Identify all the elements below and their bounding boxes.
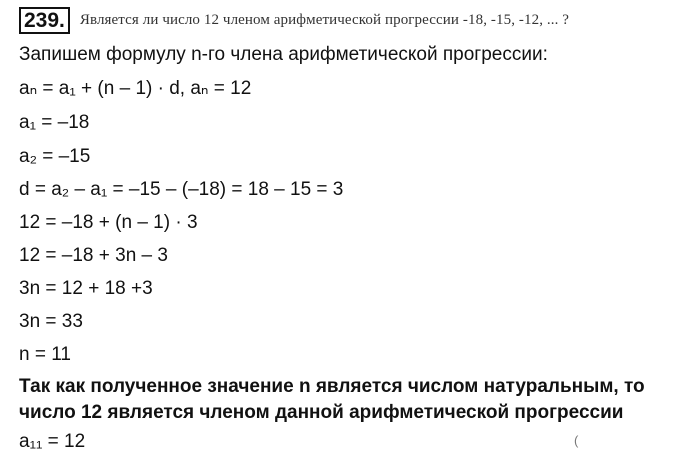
conclusion-text: Так как полученное значение n является числом натуральным, то число 12 является членом данной арифметической прогрессии — [19, 376, 645, 423]
problem-header — [19, 6, 569, 34]
equation-line-4: 3n = 33 — [19, 311, 83, 332]
solution-intro: Запишем формулу n-го члена арифметической прогрессии: — [19, 44, 548, 65]
difference-line: d = a₂ – a₁ = –15 – (–18) = 18 – 15 = 3 — [19, 179, 344, 200]
result-line: n = 11 — [19, 344, 71, 365]
problem-number-badge: 239. — [19, 7, 70, 34]
answer-line: a₁₁ = 12 — [19, 431, 86, 452]
stray-mark: ( — [574, 433, 579, 448]
equation-line-2: 12 = –18 + 3n – 3 — [19, 245, 168, 266]
first-term-line: a₁ = –18 — [19, 112, 90, 133]
equation-line-3: 3n = 12 + 18 +3 — [19, 278, 153, 299]
second-term-line: a₂ = –15 — [19, 146, 91, 167]
problem-question: Является ли число 12 членом арифметической прогрессии -18, -15, -12, ... ? — [79, 11, 570, 28]
equation-line-1: 12 = –18 + (n – 1) · 3 — [19, 212, 198, 233]
formula-line: aₙ = a₁ + (n – 1) · d, aₙ = 12 — [19, 78, 252, 99]
